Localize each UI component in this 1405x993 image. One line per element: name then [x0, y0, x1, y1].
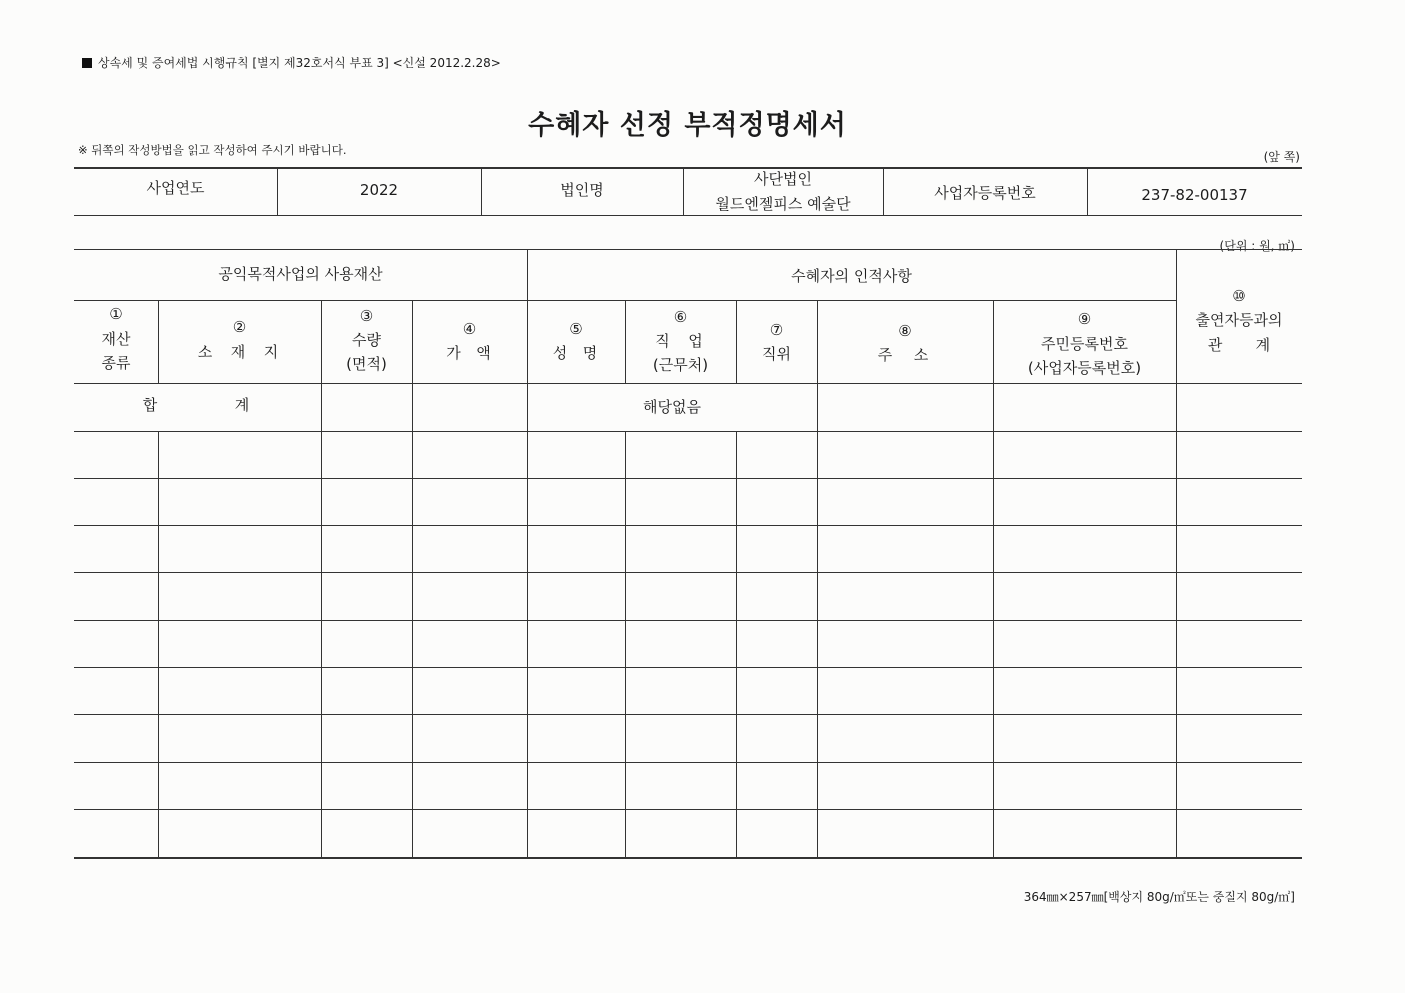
rule	[74, 431, 1302, 432]
col4-label: 가 액	[446, 344, 493, 362]
rule	[74, 809, 1302, 810]
unit-label: (단위 : 원, ㎡)	[1219, 239, 1295, 253]
group-header-property: 공익목적사업의 사용재산	[218, 265, 383, 283]
col6-number: ⑥	[673, 308, 688, 326]
col9-label-b: (사업자등록번호)	[1027, 359, 1142, 377]
col9-number: ⑨	[1077, 310, 1092, 328]
rule	[74, 525, 1302, 526]
corp-name-label: 법인명	[560, 181, 604, 199]
col2-number: ②	[232, 318, 247, 336]
rule	[74, 762, 1302, 763]
rule	[625, 431, 626, 858]
instruction-note: ※ 뒤쪽의 작성방법을 읽고 작성하여 주시기 바랍니다.	[78, 143, 347, 157]
rule	[74, 620, 1302, 621]
rule	[74, 478, 1302, 479]
rule	[736, 431, 737, 858]
source-line	[82, 54, 501, 71]
col7-label: 직위	[762, 345, 791, 363]
page-title: 수혜자 선정 부적정명세서	[528, 110, 847, 141]
square-bullet-icon	[82, 58, 92, 68]
rule	[74, 249, 1302, 250]
col5-number: ⑤	[569, 320, 583, 338]
rule	[412, 300, 413, 858]
total-label-a: 합	[142, 396, 158, 414]
col8-number: ⑧	[898, 322, 912, 340]
col1-label-a: 재산	[101, 330, 131, 348]
corp-name-line1: 사단법인	[754, 170, 812, 188]
col6-label-a: 직 업	[655, 332, 706, 350]
corp-name-line2: 월드엔젤피스 예술단	[715, 195, 851, 213]
biz-number-label: 사업자등록번호	[934, 184, 1036, 202]
col4-number: ④	[462, 320, 477, 338]
col1-label-b: 종류	[101, 354, 131, 372]
page-side-label: (앞 쪽)	[1263, 150, 1300, 164]
col8-label: 주 소	[877, 346, 933, 364]
business-year-label: 사업연도	[146, 179, 205, 197]
col1-number: ①	[109, 305, 123, 323]
col3-label-b: (면적)	[346, 355, 387, 373]
rule	[817, 300, 818, 858]
rule	[158, 431, 159, 858]
biz-number-value: 237-82-00137	[1141, 186, 1248, 204]
group-header-beneficiary: 수혜자의 인적사항	[791, 267, 912, 285]
total-note: 해당없음	[643, 398, 701, 416]
col10-label-a: 출연자등과의	[1195, 311, 1283, 329]
total-label-b: 계	[234, 396, 250, 414]
col10-number: ⑩	[1232, 287, 1246, 305]
col5-label: 성 명	[552, 344, 600, 362]
paper-spec: 364㎜×257㎜[백상지 80g/㎡또는 중질지 80g/㎡]	[1023, 890, 1295, 904]
rule	[74, 857, 1302, 859]
col6-label-b: (근무처)	[652, 356, 709, 374]
col2-label: 소 재 지	[197, 343, 282, 361]
col10-label-b: 관 계	[1207, 336, 1271, 354]
col3-number: ③	[359, 307, 374, 325]
col9-label-a: 주민등록번호	[1041, 335, 1128, 353]
rule	[74, 667, 1302, 668]
source-line-text: 상속세 및 증여세법 시행규칙 [별지 제32호서식 부표 3] <신설 2012.2.28>	[98, 56, 501, 70]
rule	[993, 300, 994, 858]
rule	[74, 714, 1302, 715]
col7-number: ⑦	[769, 321, 784, 339]
rule	[321, 300, 322, 858]
business-year-value: 2022	[359, 181, 399, 199]
rule	[74, 572, 1302, 573]
col3-label-a: 수량	[352, 331, 381, 349]
rule	[74, 383, 1302, 384]
